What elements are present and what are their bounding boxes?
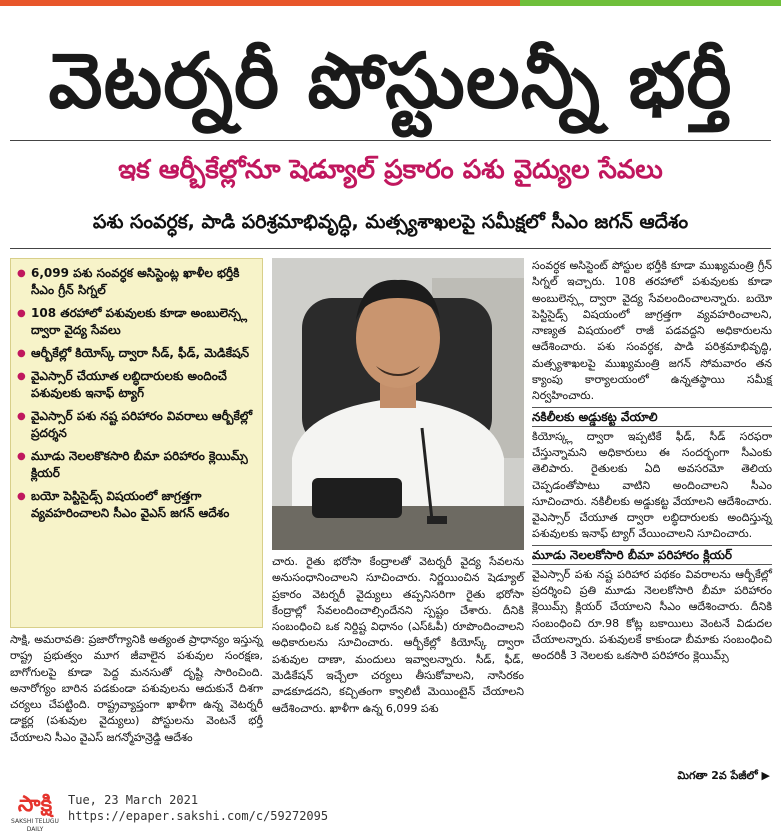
subheadline: ఇక ఆర్బీకేల్లోనూ షెడ్యూల్ ప్రకారం పశు వైద్యుల సేవలు bbox=[118, 155, 663, 185]
continued-on-page-2: మిగతా 2వ పేజీలో ▶ bbox=[677, 769, 770, 782]
divider bbox=[10, 248, 771, 249]
deck-line: పశు సంవర్ధక, పాడి పరిశ్రమాభివృద్ధి, మత్స్యశాఖలపై సమీక్షలో సీఎం జగన్ ఆదేశం bbox=[92, 211, 689, 233]
article-column-3 bbox=[532, 258, 772, 766]
highlights-box bbox=[10, 258, 263, 628]
article-paragraph: వైఎస్సార్ పశు నష్ట పరిహార పథకం వివరాలను ఆర్బీకేల్లో ప్రదర్శించి ప్రతి మూడు నెలలకోసారి బీమా పరిహారం క్లెయిమ్స్ క్లియర్ చేయాలని సీఎం ఆదేశించారు. దీనికి సంబంధించి రూ.98 కోట్ల బకాయిలు వెంటనే విడుదల చేయాలన్నారు. పశువులకే కాకుండా బీమాకు సంబంధించి అందరికీ 3 నెలలకు ఒకసారి పరిహారం క్లెయిమ్స్ bbox=[532, 567, 772, 663]
highlight-item: ● 6,099 పశు సంవర్ధక అసిస్టెంట్ల ఖాళీల భర్తీకి సీఎం గ్రీన్ సిగ్నల్ bbox=[17, 265, 256, 299]
person-at-desk-illustration bbox=[272, 258, 524, 550]
article-column-2 bbox=[272, 554, 524, 782]
divider bbox=[10, 140, 771, 141]
highlight-item: ● ఆర్బీకేల్లో కియోస్క్ ద్వారా సీడ్, ఫీడ్, మెడికేషన్ bbox=[17, 345, 256, 362]
top-color-bar bbox=[0, 0, 781, 6]
highlight-item: ● వైఎస్సార్ చేయూత లబ్ధిదారులకు అందించే పశువులకు ఇనాఫ్ ట్యాగ్ bbox=[17, 368, 256, 402]
sakshi-logo bbox=[6, 792, 64, 833]
highlight-item: ● 108 తరహాలో పశువులకు కూడా అంబులెన్స్ల ద్వారా వైద్య సేవలు bbox=[17, 305, 256, 339]
logo-text: సాక్షి bbox=[17, 792, 53, 817]
epaper-link[interactable]: https://epaper.sakshi.com/c/59272095 bbox=[68, 809, 329, 823]
article-column-1 bbox=[10, 632, 263, 782]
article-paragraph: చారు. రైతు భరోసా కేంద్రాలతో వెటర్నరీ వైద్య సేవలను అనుసంధానించాలని సూచించారు. నిర్ణయించిన షెడ్యూల్ ప్రకారం వెటర్నరీ వైద్యులు తప్పనిసరిగా రైతు భరోసా కేంద్రాల్లో సేవలందించాల్సిందేనని స్పష్టం చేశారు. దీనికి సంబంధించి ఒక నిర్దిష్ట విధానం (ఎస్ఓపీ) రూపొందించాలని అధికారులను సూచించారు. ఆర్బీకేల్లో కియోస్క్ ద్వారా పశువుల దాణా, మందులు ఇవ్వాలన్నారు. సీడ్, ఫీడ్, మెడికేషన్ ఇచ్చేలా చర్యలు తీసుకోవాలని, నాసిరకం వాడకూడదని, కచ్చితంగా క్వాలిటీ మెయింటైన్ చేయాలని ఆదేశించారు. ఖాళీగా ఉన్న 6,099 పశు bbox=[272, 555, 524, 715]
highlight-item: ● వైఎస్సార్ పశు నష్ట పరిహారం వివరాలు ఆర్బీకేల్లో ప్రదర్శన bbox=[17, 408, 256, 442]
publication-date: Tue, 23 March 2021 bbox=[68, 793, 199, 807]
footer-meta bbox=[68, 792, 328, 824]
article-paragraph: సాక్షి, అమరావతి: ప్రజారోగ్యానికి అత్యంత ప్రాధాన్యం ఇస్తున్న రాష్ట్ర ప్రభుత్వం మూగ జీవాలైన పశువుల సంరక్షణ, బాగోగులపై కూడా పెద్ద మనసుతో దృష్టి సారించింది. అనారోగ్యం బారిన పడకుండా పశువులను ఆదుకునే దిశగా చర్యలు చేపట్టింది. రాష్ట్రవ్యాప్తంగా ఖాళీగా ఉన్న వెటర్నరీ డాక్టర్ల (పశువుల వైద్యులు) పోస్టులను వెంటనే భర్తీ చేయాలని సీఎం వైఎస్ జగన్మోహన్రెడ్డి ఆదేశం bbox=[10, 633, 263, 744]
logo-subtext: SAKSHI TELUGU DAILY bbox=[11, 818, 59, 833]
headline: వెటర్నరీ పోస్టులన్నీ భర్తీ bbox=[48, 36, 733, 125]
highlight-item: ● మూడు నెలలకొకసారి బీమా పరిహారం క్లెయిమ్స్ క్లియర్ bbox=[17, 448, 256, 482]
highlight-item: ● బయో పెస్టిసైడ్స్ విషయంలో జాగ్రత్తగా వ్యవహరించాలని సీఎం వైఎస్ జగన్ ఆదేశం bbox=[17, 488, 256, 522]
cm-photo bbox=[272, 258, 524, 550]
section-heading: నకిలీలకు అడ్డుకట్ట వేయాలి bbox=[532, 407, 772, 427]
section-heading: మూడు నెలలకోసారి బీమా పరిహారం క్లియర్ bbox=[532, 545, 772, 565]
article-paragraph: కియోస్క్ల ద్వారా ఇప్పటికే ఫీడ్, సీడ్ సరఫరా చేస్తున్నామని అధికారులు ఈ సందర్భంగా సీఎంకు తెలిపారు. రైతులకు ఏది అవసరమో తెలియ చెప్పడంతోపాటు వాటిని అందించాలని సీఎం సూచించారు. నకిలీలకు అడ్డుకట్ట వేయాలని ఆదేశించారు. వైఎస్సార్ చేయూత ద్వారా లబ్ధిదారులకు అందిస్తున్న పశువులకు ఇనాఫ్ ట్యాగ్ వేయించాలని సూచించారు. bbox=[532, 429, 772, 541]
article-paragraph: సంవర్ధక అసిస్టెంట్ పోస్టుల భర్తీకి కూడా ముఖ్యమంత్రి గ్రీన్ సిగ్నల్ ఇచ్చారు. 108 తరహాలో పశువులకు కూడా అంబులెన్స్ల ద్వారా వైద్య సేవలందించాలన్నారు. బయో పెస్టిసైడ్స్ విషయంలో జాగ్రత్తగా వ్యవహరించాలని, నాణ్యత విషయంలో రాజీ పడవద్దని అధికారులను ఆదేశించారు. పశు సంవర్ధక, పాడి పరిశ్రమాభివృద్ధి, మత్స్యశాఖలపై ముఖ్యమంత్రి జగన్ సోమవారం తన క్యాంపు కార్యాలయంలో ఉన్నతస్థాయి సమీక్ష నిర్వహించారు. bbox=[532, 259, 772, 403]
